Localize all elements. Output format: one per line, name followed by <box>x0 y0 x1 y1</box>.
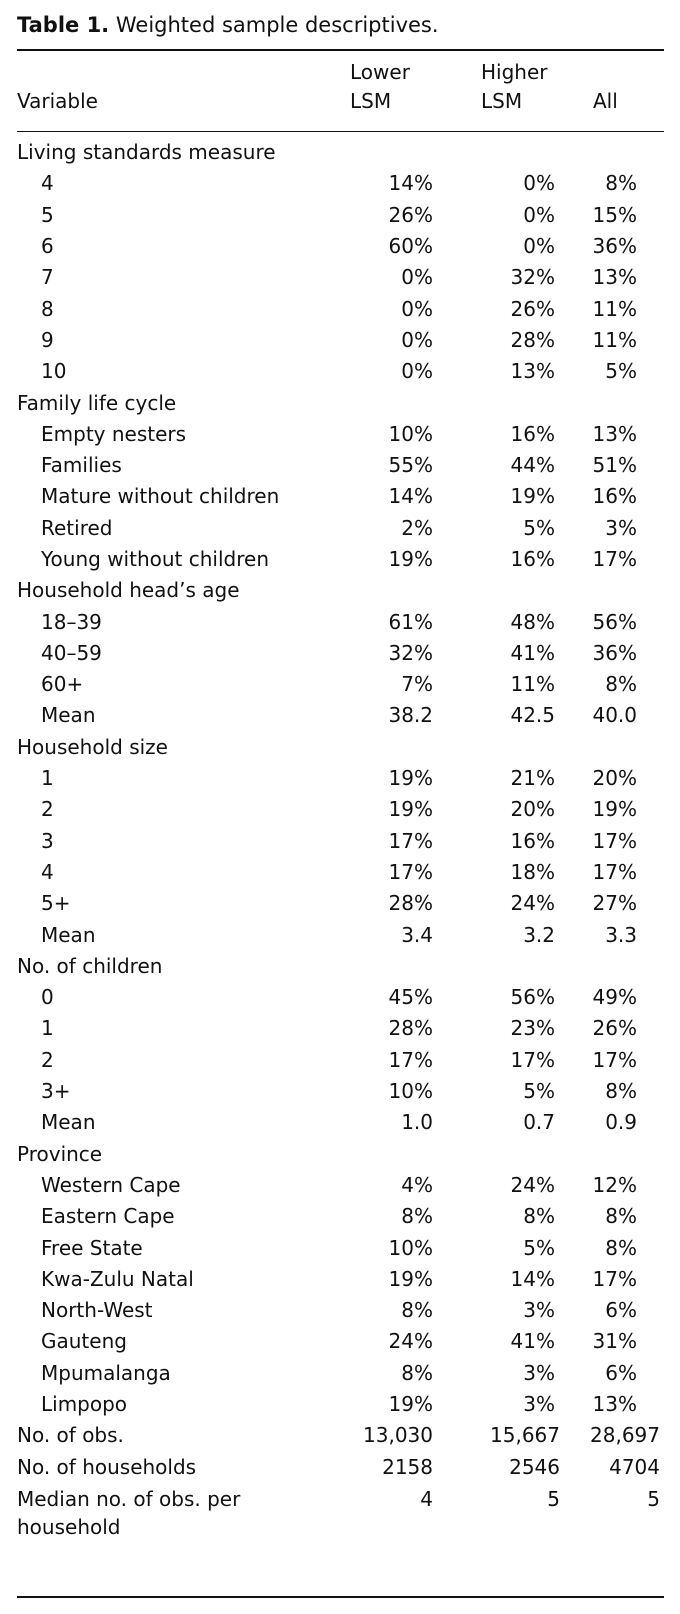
cell-all: 17% <box>592 828 637 853</box>
cell-all: 40.0 <box>592 703 637 728</box>
row-label: Western Cape <box>41 1172 181 1197</box>
cell-all: 36% <box>592 234 637 259</box>
table-row <box>17 763 664 794</box>
cell-higher-lsm: 32% <box>510 265 555 290</box>
table-row <box>17 1170 664 1201</box>
cell-all: 5% <box>605 359 637 384</box>
header-lower-line1: Lower <box>350 60 410 84</box>
cell-higher-lsm: 0% <box>523 171 555 196</box>
cell-lower-lsm: 19% <box>388 1392 433 1417</box>
cell-lower-lsm: 7% <box>401 672 433 697</box>
cell-lower-lsm: 2% <box>401 515 433 540</box>
cell-lower-lsm: 17% <box>388 1047 433 1072</box>
row-label: 1 <box>41 766 54 791</box>
cell-all: 8% <box>605 1235 637 1260</box>
table-row <box>17 481 664 512</box>
row-label: 7 <box>41 265 54 290</box>
cell-lower-lsm: 19% <box>388 766 433 791</box>
header-higher-line1: Higher <box>481 60 548 84</box>
cell-lower-lsm: 55% <box>388 453 433 478</box>
table-row <box>17 857 664 888</box>
cell-higher-lsm: 8% <box>523 1204 555 1229</box>
cell-all: 36% <box>592 640 637 665</box>
cell-lower-lsm: 38.2 <box>388 703 433 728</box>
cell-lower-lsm: 0% <box>401 359 433 384</box>
table-row <box>17 982 664 1013</box>
cell-lower-lsm: 10% <box>388 1235 433 1260</box>
cell-higher-lsm: 17% <box>510 1047 555 1072</box>
table-row <box>17 419 664 450</box>
row-label: 2 <box>41 1047 54 1072</box>
header-row <box>17 58 664 132</box>
table-row <box>17 888 664 919</box>
table-row <box>17 325 664 356</box>
cell-lower-lsm: 13,030 <box>363 1423 433 1448</box>
cell-lower-lsm: 1.0 <box>401 1110 433 1135</box>
table-row <box>17 513 664 544</box>
table-row <box>17 1483 664 1543</box>
cell-all: 12% <box>592 1172 637 1197</box>
cell-lower-lsm: 60% <box>388 234 433 259</box>
row-label: 18–39 <box>41 609 102 634</box>
cell-all: 17% <box>592 1047 637 1072</box>
cell-higher-lsm: 19% <box>510 484 555 509</box>
cell-higher-lsm: 24% <box>510 891 555 916</box>
cell-all: 31% <box>592 1329 637 1354</box>
row-label: Empty nesters <box>41 421 187 446</box>
table-row <box>17 450 664 481</box>
cell-lower-lsm: 0% <box>401 265 433 290</box>
table-row <box>17 1201 664 1232</box>
row-label: Mean <box>41 1110 96 1135</box>
row-label: Limpopo <box>41 1392 128 1417</box>
table-row <box>17 606 664 637</box>
cell-all: 13% <box>592 421 637 446</box>
cell-all: 11% <box>592 296 637 321</box>
row-label: 8 <box>41 296 54 321</box>
table-row <box>17 669 664 700</box>
header-all: All <box>593 89 618 113</box>
cell-all: 6% <box>605 1298 637 1323</box>
cell-higher-lsm: 11% <box>510 672 555 697</box>
cell-higher-lsm: 28% <box>510 327 555 352</box>
cell-higher-lsm: 21% <box>510 766 555 791</box>
table-row <box>17 1107 664 1138</box>
group-row <box>17 387 664 418</box>
cell-higher-lsm: 16% <box>510 421 555 446</box>
table-row <box>17 1358 664 1389</box>
cell-higher-lsm: 0% <box>523 202 555 227</box>
cell-all: 17% <box>592 859 637 884</box>
row-label: 10 <box>41 359 67 384</box>
bottom-rule <box>17 1596 664 1598</box>
cell-all: 13% <box>592 1392 637 1417</box>
cell-lower-lsm: 24% <box>388 1329 433 1354</box>
row-label: 4 <box>41 859 54 884</box>
row-label: Mean <box>41 703 96 728</box>
cell-all: 8% <box>605 672 637 697</box>
table-row <box>17 293 664 324</box>
table-row <box>17 1420 664 1451</box>
row-label: Gauteng <box>41 1329 127 1354</box>
cell-lower-lsm: 19% <box>388 797 433 822</box>
row-label: North-West <box>41 1298 153 1323</box>
cell-all: 49% <box>592 985 637 1010</box>
group-row <box>17 951 664 982</box>
cell-higher-lsm: 3% <box>523 1298 555 1323</box>
group-row <box>17 732 664 763</box>
table-caption <box>17 10 439 40</box>
row-label: 60+ <box>41 672 84 697</box>
row-label: 5+ <box>41 891 71 916</box>
cell-higher-lsm: 0.7 <box>523 1110 555 1135</box>
cell-lower-lsm: 2158 <box>382 1454 433 1479</box>
row-label: Mpumalanga <box>41 1360 171 1385</box>
cell-higher-lsm: 3% <box>523 1360 555 1385</box>
row-label: Median no. of obs. per household <box>17 1486 241 1539</box>
header-lower-lsm <box>334 58 459 132</box>
cell-higher-lsm: 2546 <box>509 1454 560 1479</box>
cell-lower-lsm: 8% <box>401 1298 433 1323</box>
table-row <box>17 1326 664 1357</box>
group-label: Family life cycle <box>17 390 177 415</box>
table-row <box>17 1295 664 1326</box>
cell-all: 16% <box>592 484 637 509</box>
cell-higher-lsm: 48% <box>510 609 555 634</box>
cell-higher-lsm: 5% <box>523 1235 555 1260</box>
cell-all: 19% <box>592 797 637 822</box>
group-row <box>17 1139 664 1170</box>
cell-lower-lsm: 8% <box>401 1204 433 1229</box>
cell-lower-lsm: 28% <box>388 1016 433 1041</box>
group-label: Living standards measure <box>17 140 276 165</box>
table-row <box>17 919 664 950</box>
cell-all: 6% <box>605 1360 637 1385</box>
cell-lower-lsm: 19% <box>388 1266 433 1291</box>
cell-higher-lsm: 5% <box>523 515 555 540</box>
group-label: No. of children <box>17 953 163 978</box>
cell-higher-lsm: 20% <box>510 797 555 822</box>
cell-all: 3% <box>605 515 637 540</box>
row-label: 5 <box>41 202 54 227</box>
cell-higher-lsm: 56% <box>510 985 555 1010</box>
cell-all: 8% <box>605 1204 637 1229</box>
cell-higher-lsm: 16% <box>510 547 555 571</box>
row-label: Mature without children <box>41 484 280 509</box>
table-row <box>17 168 664 199</box>
row-label: No. of households <box>17 1454 197 1479</box>
row-label: Kwa-Zulu Natal <box>41 1266 194 1291</box>
descriptives-table <box>17 58 664 1543</box>
table-row <box>17 700 664 731</box>
row-label: Retired <box>41 515 113 540</box>
table-row <box>17 1076 664 1107</box>
cell-lower-lsm: 10% <box>388 421 433 446</box>
cell-higher-lsm: 5% <box>523 1079 555 1104</box>
cell-all: 26% <box>592 1016 637 1041</box>
cell-lower-lsm: 14% <box>388 171 433 196</box>
cell-all: 20% <box>592 766 637 791</box>
row-label: 4 <box>41 171 54 196</box>
cell-higher-lsm: 5 <box>547 1486 560 1511</box>
row-label: 0 <box>41 985 54 1010</box>
cell-all: 0.9 <box>605 1110 637 1135</box>
group-row <box>17 575 664 606</box>
table-body <box>17 132 664 1543</box>
cell-lower-lsm: 10% <box>388 1079 433 1104</box>
cell-all: 27% <box>592 891 637 916</box>
table-row <box>17 1045 664 1076</box>
cell-all: 8% <box>605 171 637 196</box>
cell-higher-lsm: 24% <box>510 1172 555 1197</box>
row-label: No. of obs. <box>17 1423 124 1448</box>
group-row <box>17 132 664 168</box>
group-label: Household head’s age <box>17 578 240 603</box>
cell-lower-lsm: 61% <box>388 609 433 634</box>
table-row <box>17 1389 664 1420</box>
group-label: Province <box>17 1141 103 1166</box>
table-label: Table 1. <box>17 13 110 37</box>
table-row <box>17 826 664 857</box>
cell-all: 5 <box>647 1486 660 1511</box>
cell-lower-lsm: 26% <box>388 202 433 227</box>
cell-lower-lsm: 14% <box>388 484 433 509</box>
table-row <box>17 356 664 387</box>
cell-higher-lsm: 26% <box>510 296 555 321</box>
row-label: 40–59 <box>41 640 102 665</box>
table-row <box>17 1013 664 1044</box>
cell-higher-lsm: 15,667 <box>490 1423 560 1448</box>
table-row <box>17 200 664 231</box>
header-higher-lsm <box>459 58 580 132</box>
group-label: Household size <box>17 734 168 759</box>
cell-all: 4704 <box>609 1454 660 1479</box>
cell-all: 28,697 <box>590 1423 660 1448</box>
cell-lower-lsm: 45% <box>388 985 433 1010</box>
table-row <box>17 262 664 293</box>
cell-higher-lsm: 14% <box>510 1266 555 1291</box>
cell-higher-lsm: 16% <box>510 828 555 853</box>
cell-higher-lsm: 42.5 <box>510 703 555 728</box>
top-rule <box>17 49 664 51</box>
cell-lower-lsm: 0% <box>401 327 433 352</box>
cell-lower-lsm: 28% <box>388 891 433 916</box>
cell-all: 56% <box>592 609 637 634</box>
row-label: 3 <box>41 828 54 853</box>
cell-all: 8% <box>605 1079 637 1104</box>
table-row <box>17 544 664 575</box>
cell-higher-lsm: 3% <box>523 1392 555 1417</box>
cell-higher-lsm: 13% <box>510 359 555 384</box>
cell-lower-lsm: 4% <box>401 1172 433 1197</box>
row-label: 1 <box>41 1016 54 1041</box>
table-title: Weighted sample descriptives. <box>115 13 439 37</box>
table-row <box>17 794 664 825</box>
cell-lower-lsm: 19% <box>388 547 433 571</box>
cell-higher-lsm: 18% <box>510 859 555 884</box>
cell-all: 11% <box>592 327 637 352</box>
row-label: Families <box>41 453 122 478</box>
cell-higher-lsm: 0% <box>523 234 555 259</box>
cell-all: 17% <box>592 1266 637 1291</box>
row-label: Young without children <box>41 547 269 571</box>
table-row <box>17 638 664 669</box>
cell-all: 17% <box>592 547 637 571</box>
row-label: 9 <box>41 327 54 352</box>
cell-higher-lsm: 41% <box>510 1329 555 1354</box>
cell-lower-lsm: 3.4 <box>401 922 433 947</box>
cell-all: 15% <box>592 202 637 227</box>
cell-higher-lsm: 3.2 <box>523 922 555 947</box>
cell-lower-lsm: 4 <box>420 1486 433 1511</box>
row-label: Mean <box>41 922 96 947</box>
cell-higher-lsm: 44% <box>510 453 555 478</box>
header-higher-line2: LSM <box>481 89 523 113</box>
cell-lower-lsm: 8% <box>401 1360 433 1385</box>
cell-all: 3.3 <box>605 922 637 947</box>
cell-lower-lsm: 17% <box>388 859 433 884</box>
table-row <box>17 1451 664 1482</box>
row-label: 3+ <box>41 1079 71 1104</box>
cell-higher-lsm: 41% <box>510 640 555 665</box>
row-label: 6 <box>41 234 54 259</box>
header-variable: Variable <box>17 89 98 113</box>
table-row <box>17 231 664 262</box>
table-row <box>17 1264 664 1295</box>
cell-all: 13% <box>592 265 637 290</box>
cell-higher-lsm: 23% <box>510 1016 555 1041</box>
header-lower-line2: LSM <box>350 89 392 113</box>
table-row <box>17 1232 664 1263</box>
row-label: 2 <box>41 797 54 822</box>
row-label: Free State <box>41 1235 143 1260</box>
cell-lower-lsm: 32% <box>388 640 433 665</box>
row-label: Eastern Cape <box>41 1204 175 1229</box>
cell-lower-lsm: 0% <box>401 296 433 321</box>
cell-all: 51% <box>592 453 637 478</box>
cell-lower-lsm: 17% <box>388 828 433 853</box>
